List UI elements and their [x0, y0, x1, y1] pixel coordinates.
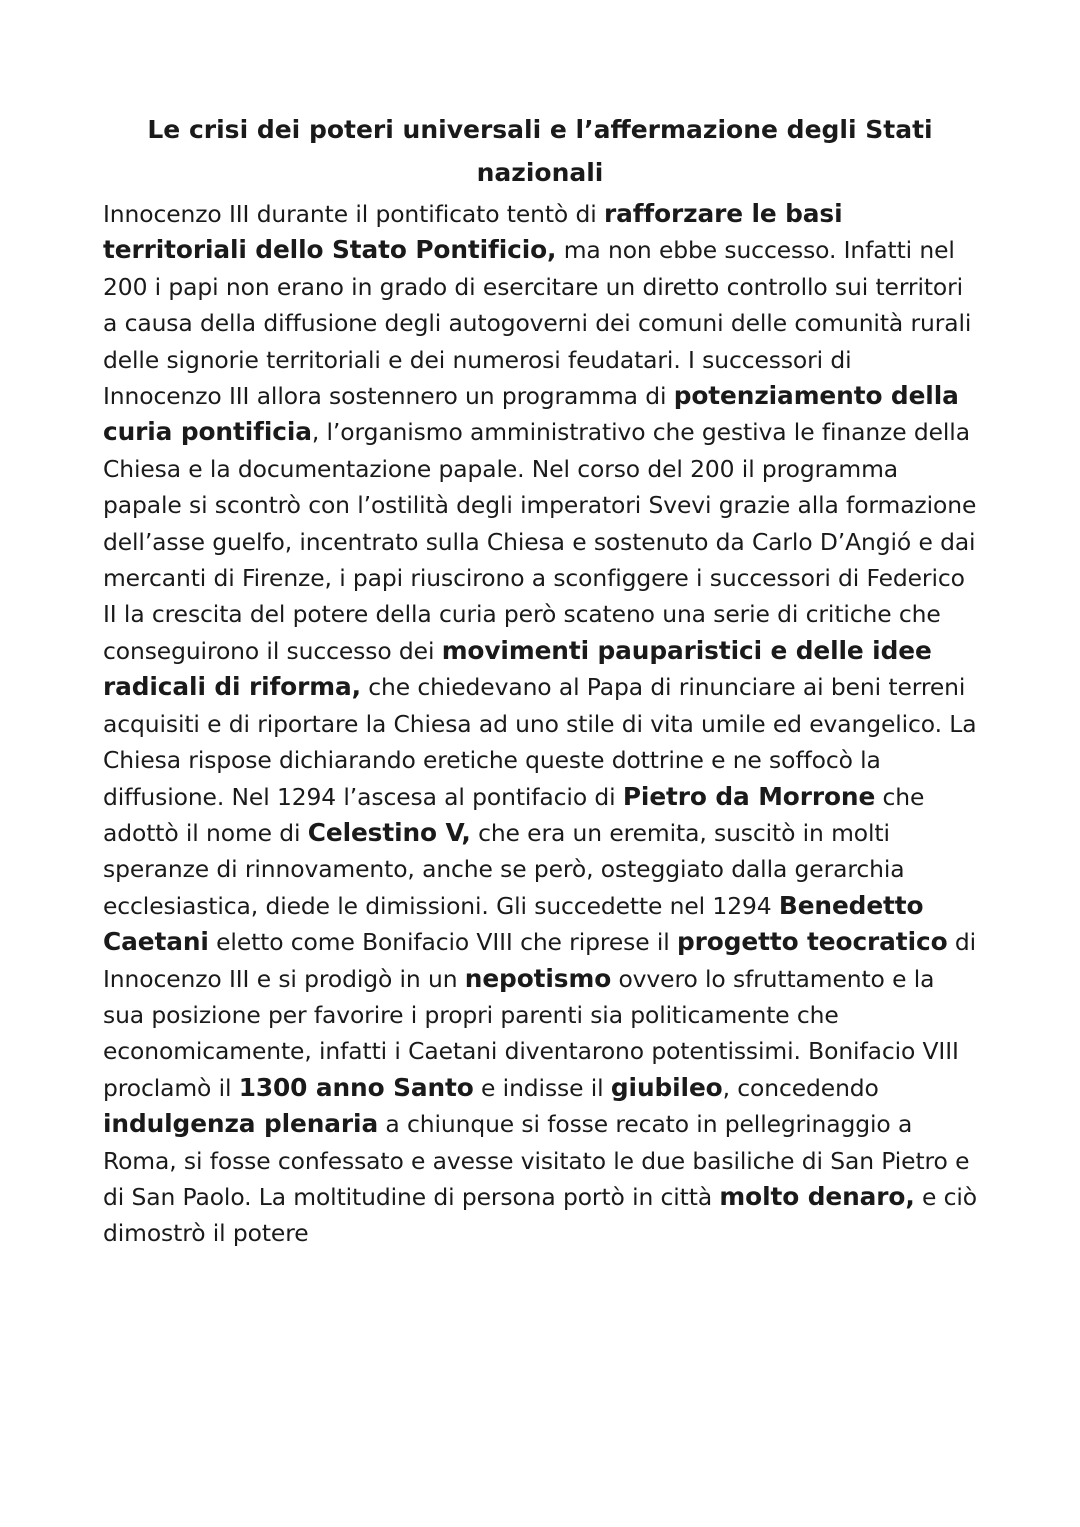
body-paragraph [103, 196, 977, 1252]
text-run: ovvero lo sfruttamento e la sua posizione per favorire i propri parenti sia politicamente che economicamente, infatti i Caetani diventarono potentissimi. Bonifacio VIII proclamò il [103, 964, 959, 1102]
bold-text-run: rafforzare le basi territoriali dello Stato Pontificio, [103, 199, 843, 265]
text-run: che chiedevano al Papa di rinunciare ai beni terreni acquisiti e di riportare la Chiesa ad uno stile di vita umile ed evangelico. La Chiesa rispose dichiarando eretiche queste dottrine e ne soffocò la diffusione. Nel 1294 l’ascesa al pontifacio di [103, 673, 977, 811]
bold-text-run: progetto teocratico [676, 927, 948, 957]
text-run: Innocenzo III durante il pontificato tentò di [103, 200, 604, 228]
text-run: di Innocenzo III e si prodigò in un [103, 928, 976, 993]
document-title: Le crisi dei poteri universali e l’affermazione degli Stati nazionali [147, 115, 933, 187]
text-run: , l’organismo amministrativo che gestiva le finanze della Chiesa e la documentazione papale. Nel corso del 200 il programma papale si scontrò con l’ostilità degli imperatori Svevi grazie alla formazione dell’asse guelfo, incentrato sulla Chiesa e sostenuto da Carlo D’Angió e dai mercanti di Firenze, i papi riuscirono a sconfiggere i successori di Federico II la crescita del potere della curia però scateno una serie di critiche che conseguirono il successo dei [103, 418, 977, 665]
text-run: che era un eremita, suscitò in molti speranze di rinnovamento, anche se però, osteggiato dalla gerarchia ecclesiastica, diede le dimissioni. Gli succedette nel 1294 [103, 818, 905, 920]
text-run: e indisse il [473, 1073, 611, 1102]
bold-text-run: indulgenza plenaria [103, 1109, 379, 1139]
bold-text-run: potenziamento della curia pontificia [103, 381, 959, 447]
bold-text-run: Pietro da Morrone [622, 781, 876, 811]
bold-text-run: movimenti pauparistici e delle idee radicali di riforma, [103, 635, 932, 702]
bold-text-run: Benedetto Caetani [103, 890, 924, 957]
text-run: che adottò il nome di [103, 782, 925, 847]
text-run: e ciò dimostrò il potere [103, 1182, 977, 1248]
text-run: , concedendo [722, 1073, 879, 1102]
text-run: a chiunque si fosse recato in pellegrinaggio a Roma, si fosse confessato e avesse visitato le due basiliche di San Pietro e di San Paolo. La moltitudine di persona portò in città [103, 1110, 970, 1211]
document-page [103, 108, 977, 1252]
bold-text-run: Celestino V, [307, 817, 471, 847]
text-run: eletto come Bonifacio VIII che riprese il [208, 928, 677, 957]
bold-text-run: 1300 anno Santo [238, 1072, 474, 1102]
bold-text-run: nepotismo [464, 963, 612, 993]
text-run: ma non ebbe successo. Infatti nel 200 i papi non erano in grado di esercitare un diretto controllo sui territori a causa della diffusione degli autogoverni dei comuni delle comunità rurali delle signorie territoriali e dei numerosi feudatari. I successori di Innocenzo III allora sostennero un programma di [103, 236, 972, 411]
bold-text-run: molto denaro, [719, 1181, 915, 1211]
bold-text-run: giubileo [610, 1072, 723, 1102]
